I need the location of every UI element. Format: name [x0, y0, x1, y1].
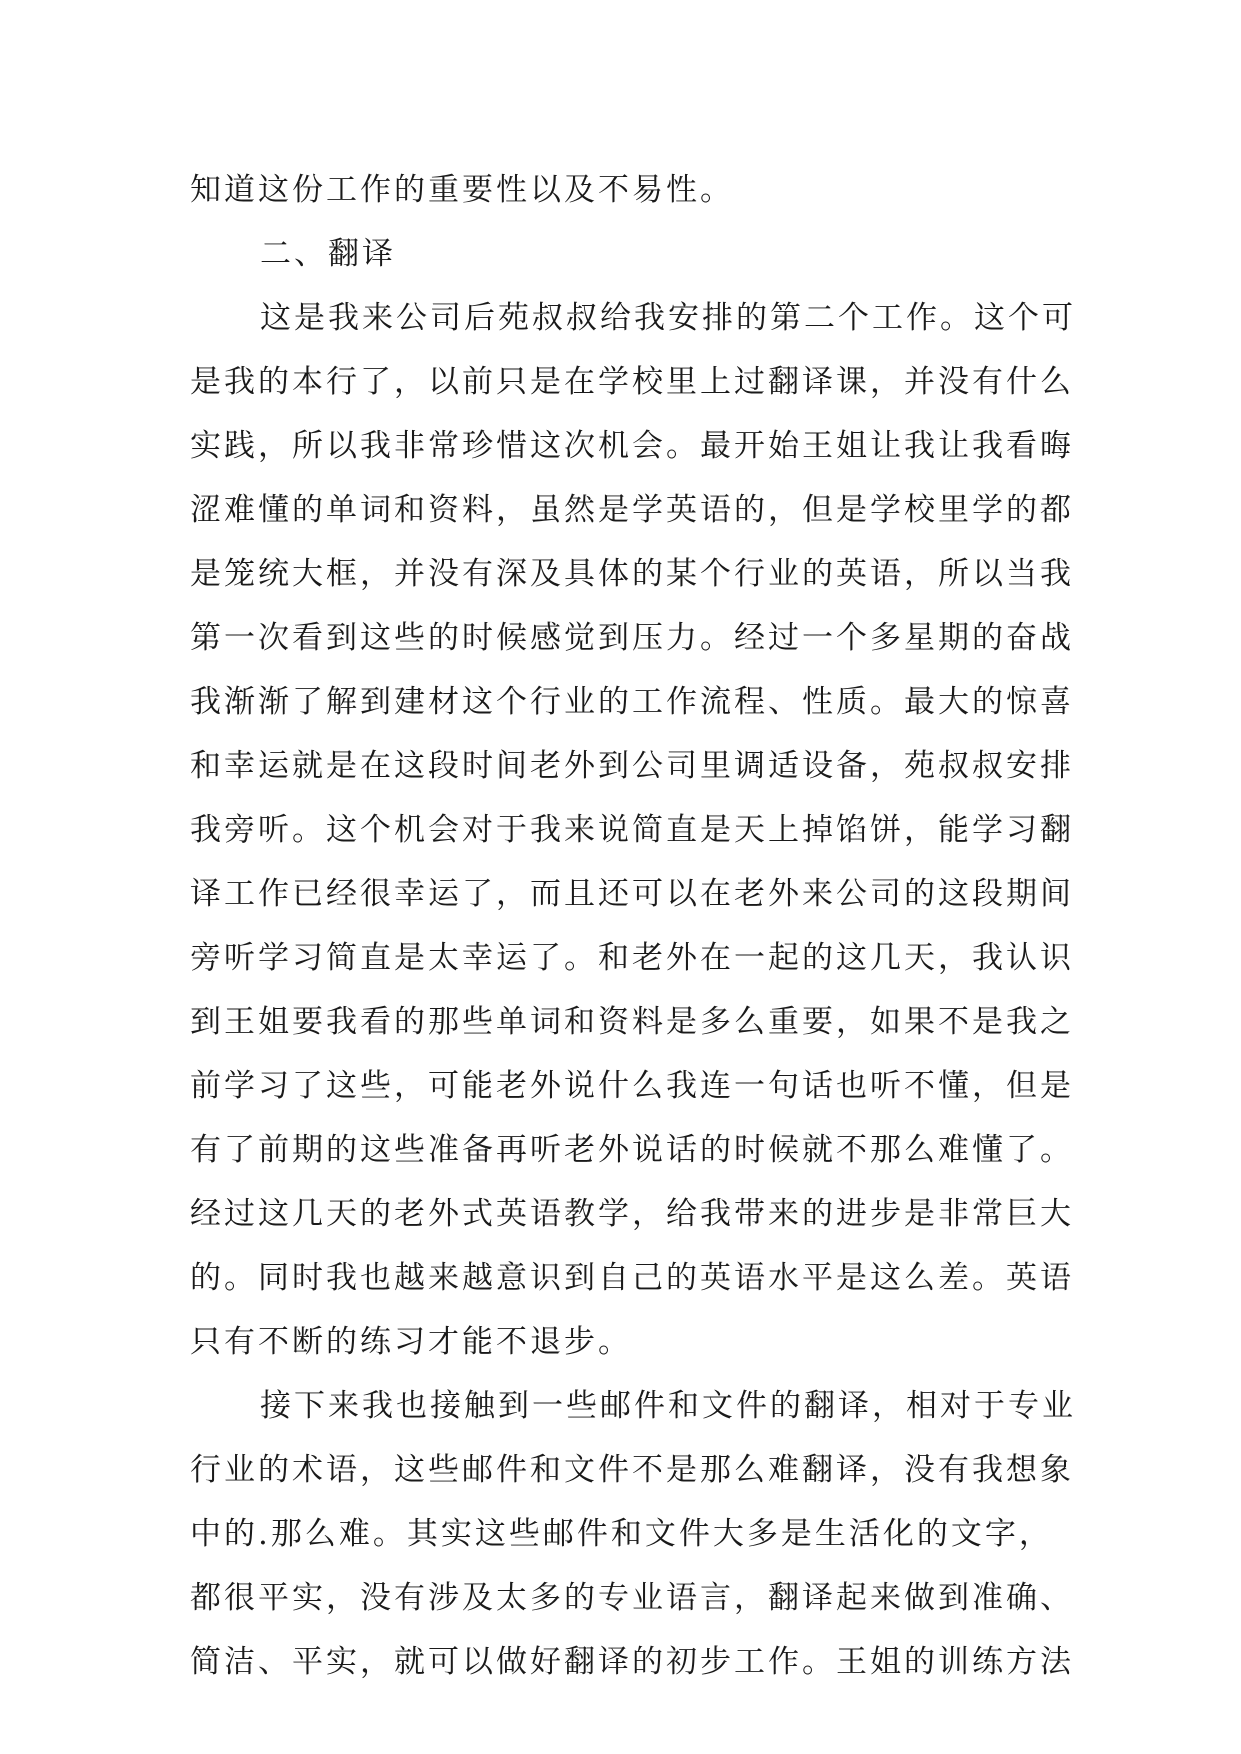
text-line: 都很平实，没有涉及太多的专业语言，翻译起来做到准确、: [190, 1580, 1074, 1616]
text-line: 我渐渐了解到建材这个行业的工作流程、性质。最大的惊喜: [190, 684, 1074, 720]
text-line: 前学习了这些，可能老外说什么我连一句话也听不懂，但是: [190, 1068, 1074, 1104]
text-line: 经过这几天的老外式英语教学，给我带来的进步是非常巨大: [190, 1196, 1074, 1232]
text-line: 是笼统大框，并没有深及具体的某个行业的英语，所以当我: [190, 556, 1074, 592]
text-line: 中的.那么难。其实这些邮件和文件大多是生活化的文字，: [190, 1516, 1053, 1552]
text-line: 只有不断的练习才能不退步。: [190, 1324, 632, 1360]
text-line: 旁听学习简直是太幸运了。和老外在一起的这几天，我认识: [190, 940, 1074, 976]
text-line: 第一次看到这些的时候感觉到压力。经过一个多星期的奋战: [190, 620, 1074, 656]
text-line: 译工作已经很幸运了，而且还可以在老外来公司的这段期间: [190, 876, 1074, 912]
text-line: 二、翻译: [260, 236, 396, 272]
text-line: 和幸运就是在这段时间老外到公司里调适设备，苑叔叔安排: [190, 748, 1074, 784]
text-line: 我旁听。这个机会对于我来说简直是天上掉馅饼，能学习翻: [190, 812, 1074, 848]
text-line: 到王姐要我看的那些单词和资料是多么重要，如果不是我之: [190, 1004, 1074, 1040]
text-line: 简洁、平实，就可以做好翻译的初步工作。王姐的训练方法: [190, 1644, 1074, 1680]
document-body: [190, 158, 1076, 1694]
text-line: 接下来我也接触到一些邮件和文件的翻译，相对于专业: [260, 1388, 1076, 1424]
text-line: 这是我来公司后苑叔叔给我安排的第二个工作。这个可: [260, 300, 1076, 336]
text-line: 知道这份工作的重要性以及不易性。: [190, 172, 734, 208]
text-line: 是我的本行了，以前只是在学校里上过翻译课，并没有什么: [190, 364, 1074, 400]
text-line: 涩难懂的单词和资料，虽然是学英语的，但是学校里学的都: [190, 492, 1074, 528]
text-line: 实践，所以我非常珍惜这次机会。最开始王姐让我让我看晦: [190, 428, 1074, 464]
text-line: 有了前期的这些准备再听老外说话的时候就不那么难懂了。: [190, 1132, 1074, 1168]
text-line: 的。同时我也越来越意识到自己的英语水平是这么差。英语: [190, 1260, 1074, 1296]
text-line: 行业的术语，这些邮件和文件不是那么难翻译，没有我想象: [190, 1452, 1074, 1488]
